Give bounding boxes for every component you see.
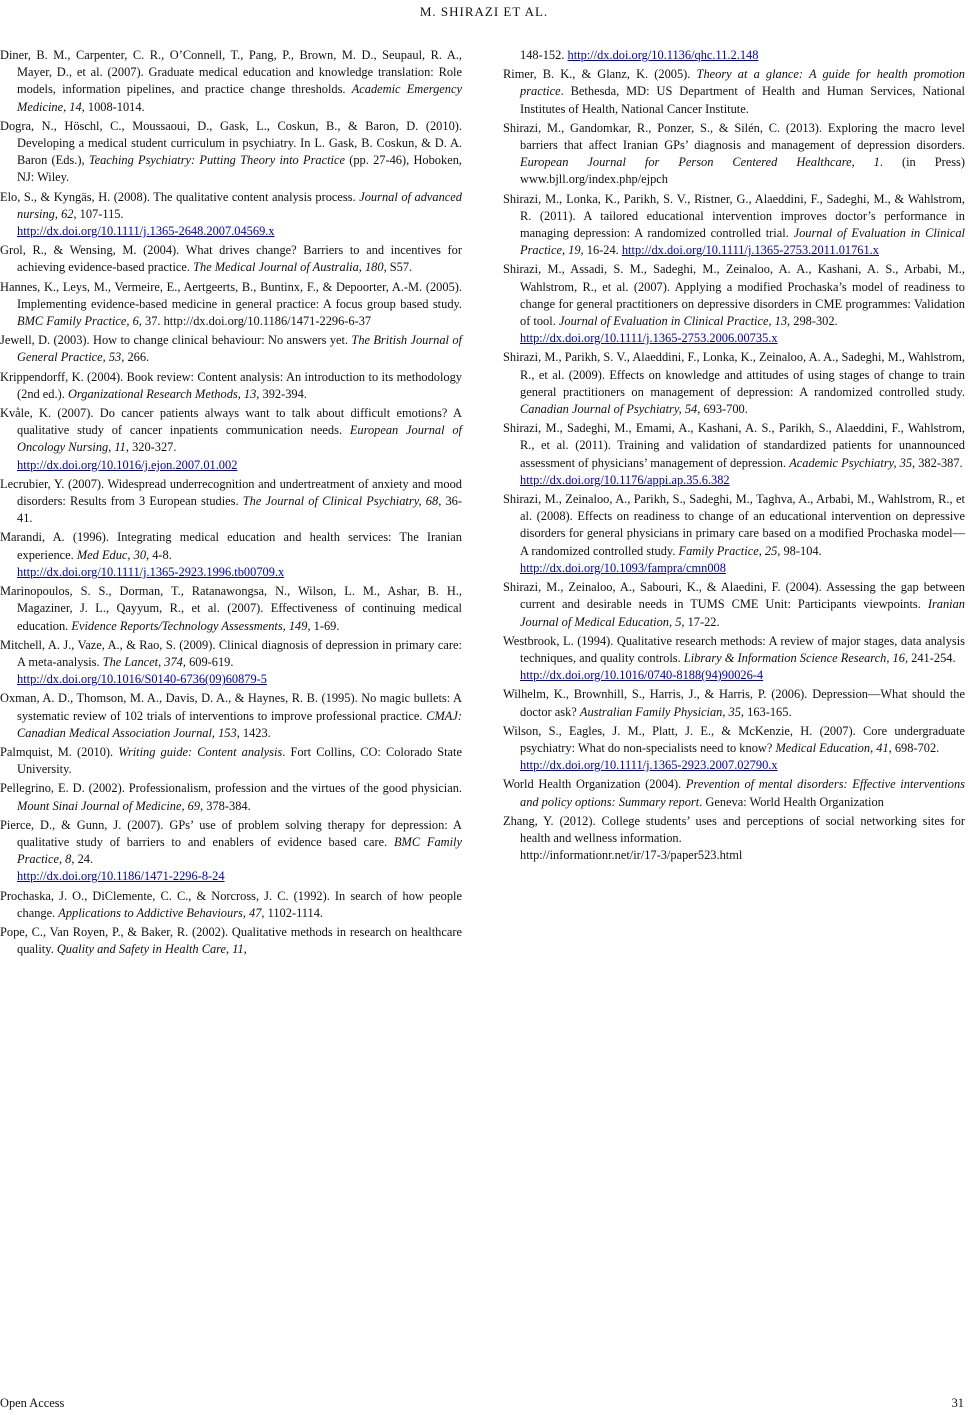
reference-text: Pellegrino, E. D. (2002). Professionalism, profession and the virtues of the good physician.: [0, 781, 462, 796]
reference-pages: 36-41.: [17, 494, 463, 526]
reference-text: Mitchell, A. J., Vaze, A., & Rao, S. (2009). Clinical diagnosis of depression in primary care: A meta-analysis.: [0, 637, 462, 669]
reference-journal: BMC Family Practice, 6,: [17, 314, 142, 329]
reference-text: 148-152.: [520, 48, 568, 62]
reference-journal: Australian Family Physician, 35,: [579, 704, 745, 719]
reference-entry: [503, 66, 965, 118]
reference-text: Marinopoulos, S. S., Dorman, T., Ratanawongsa, N., Wilson, L. M., Ashar, B. H., Magaziner, J. L., Qayyum, R., et al. (2007). Effectiveness of continuing medical education.: [0, 584, 462, 633]
reference-pages: . Fort Collins, CO: Colorado State University.: [17, 744, 462, 777]
reference-entry: [503, 120, 965, 189]
reference-entry: [503, 686, 965, 720]
reference-journal: Theory at a glance: A guide for health promotion practice: [520, 67, 965, 99]
reference-entry: [503, 349, 965, 418]
reference-pages: 609-619.: [185, 654, 234, 669]
reference-entry: [0, 637, 462, 689]
reference-journal: Journal of Evaluation in Clinical Practice, 13,: [558, 314, 791, 329]
reference-journal: Medical Education, 41,: [775, 740, 892, 755]
reference-entry: [0, 242, 462, 276]
reference-journal: Academic Emergency Medicine, 14,: [17, 82, 462, 114]
reference-journal: The British Journal of General Practice, 53,: [17, 333, 462, 365]
doi-link[interactable]: http://dx.doi.org/10.1136/qhc.11.2.148: [567, 48, 759, 62]
reference-entry: [503, 491, 965, 577]
reference-pages: 1423.: [239, 725, 271, 740]
reference-entry: [503, 420, 965, 489]
reference-pages: 1-69.: [310, 618, 340, 633]
reference-text: Shirazi, M., Zeinaloo, A., Sabouri, K., & Alaedini, F. (2004). Assessing the gap between current and desirable needs in TUMS CME Unit: Participants viewpoints.: [503, 580, 965, 612]
reference-journal: Quality and Safety in Health Care, 11,: [56, 942, 247, 957]
reference-text: Pope, C., Van Royen, P., & Baker, R. (2002). Qualitative methods in research on healthcare quality.: [0, 924, 462, 957]
reference-text: Rimer, B. K., & Glanz, K. (2005).: [503, 67, 697, 82]
reference-journal: The Lancet, 374,: [102, 654, 186, 669]
doi-link[interactable]: http://dx.doi.org/10.1111/j.1365-2648.2007.04569.x: [17, 224, 275, 239]
reference-text: Jewell, D. (2003). How to change clinical behaviour: No answers yet.: [0, 333, 352, 348]
reference-pages: 1008-1014.: [84, 99, 145, 114]
reference-entry: [503, 813, 965, 865]
reference-journal: European Journal for Person Centered Healthcare, 1: [520, 155, 880, 170]
reference-journal: Evidence Reports/Technology Assessments, 149,: [71, 618, 311, 633]
reference-pages: 24.: [74, 852, 94, 867]
reference-text: Shirazi, M., Sadeghi, M., Emami, A., Kashani, A. S., Parikh, S., Alaeddini, F., Wahlstrom, R., et al. (2011). Training and validation of standardized patients for unannounced assessment of physicians’ management of depression.: [503, 421, 965, 470]
reference-entry: [0, 369, 462, 403]
reference-journal: Teaching Psychiatry: Putting Theory into Practice: [88, 153, 345, 168]
reference-text: World Health Organization (2004).: [503, 777, 686, 792]
reference-journal: Organizational Research Methods, 13,: [67, 386, 260, 401]
reference-text: Palmquist, M. (2010).: [0, 744, 119, 759]
reference-pages: 698-702.: [891, 740, 940, 755]
reference-journal: Mount Sinai Journal of Medicine, 69,: [17, 798, 204, 813]
reference-entry: [503, 191, 965, 260]
doi-link[interactable]: http://dx.doi.org/10.1186/1471-2296-8-24: [17, 869, 225, 884]
reference-pages: 1102-1114.: [264, 905, 324, 920]
reference-text: Diner, B. M., Carpenter, C. R., O’Connell, T., Pang, P., Brown, M. D., Seupaul, R. A., Mayer, D., et al. (2007). Graduate medical education and knowledge translation: Role models, information pipelines, and practice change thresholds.: [0, 48, 462, 97]
reference-journal: Applications to Addictive Behaviours, 47,: [58, 905, 265, 920]
reference-pages: 98-104.: [780, 543, 822, 558]
reference-entry: [0, 529, 462, 581]
reference-text: Krippendorff, K. (2004). Book review: Content analysis: An introduction to its methodology (2nd ed.).: [0, 369, 462, 401]
reference-text: Shirazi, M., Gandomkar, R., Ponzer, S., & Silén, C. (2013). Exploring the macro level barriers that affect Iranian GPs’ diagnosis and management of depression disorders.: [503, 120, 965, 153]
reference-entry: [0, 744, 462, 778]
doi-link[interactable]: http://dx.doi.org/10.1016/0740-8188(94)90026-4: [520, 668, 764, 683]
doi-link[interactable]: http://dx.doi.org/10.1176/appi.ap.35.6.382: [520, 472, 730, 487]
reference-journal: Journal of advanced nursing, 62,: [17, 189, 462, 221]
reference-entry: [503, 261, 965, 347]
reference-entry: [0, 924, 462, 958]
reference-entry: [0, 332, 462, 366]
doi-link[interactable]: http://dx.doi.org/10.1016/S0140-6736(09)60879-5: [17, 672, 267, 687]
reference-journal: Iranian Journal of Medical Education, 5,: [520, 597, 965, 629]
doi-link[interactable]: http://dx.doi.org/10.1111/j.1365-2923.1996.tb00709.x: [17, 564, 285, 579]
page-number: 31: [951, 1396, 964, 1410]
reference-entry: [0, 690, 462, 742]
reference-text: Hannes, K., Leys, M., Vermeire, E., Aertgeerts, B., Buntinx, F., & Depoorter, A.-M. (2005). Implementing evidence-based medicine in general practice: A focus group based study.: [0, 279, 462, 311]
reference-text: Elo, S., & Kyngäs, H. (2008). The qualitative content analysis process.: [0, 189, 360, 204]
reference-text: Pierce, D., & Gunn, J. (2007). GPs’ use of problem solving therapy for depression: A qualitative study of barriers to and enablers of evidence based care.: [0, 817, 462, 849]
reference-pages: 320-327.: [128, 440, 177, 455]
reference-journal: BMC Family Practice, 8,: [17, 834, 462, 867]
reference-journal: The Journal of Clinical Psychiatry, 68,: [242, 494, 442, 509]
reference-entry: [503, 579, 965, 631]
reference-text: Zhang, Y. (2012). College students’ uses and perceptions of social networking sites for health and wellness information.: [503, 813, 965, 845]
reference-text: Grol, R., & Wensing, M. (2004). What drives change? Barriers to and incentives for achieving evidence-based practice.: [0, 243, 462, 275]
reference-text: Westbrook, L. (1994). Qualitative research methods: A review of major stages, data analysis techniques, and quality controls.: [503, 633, 965, 665]
reference-journal: Canadian Journal of Psychiatry, 54,: [520, 402, 701, 417]
reference-entry: [0, 189, 462, 241]
reference-text: Wilson, S., Eagles, J. M., Platt, J. E., & McKenzie, H. (2007). Core undergraduate psychiatry: What do non-specialists need to know?: [503, 723, 965, 755]
doi-link[interactable]: http://dx.doi.org/10.1093/fampra/cmn008: [520, 560, 726, 575]
running-header: M. SHIRAZI ET AL.: [419, 4, 549, 19]
reference-text: Kvåle, K. (2007). Do cancer patients always want to talk about difficult emotions? A qualitative study of cancer inpatients communication needs.: [0, 406, 462, 438]
reference-pages: 4-8.: [149, 547, 172, 562]
reference-entry: [0, 817, 462, 886]
reference-journal: Prevention of mental disorders: Effective interventions and policy options: Summary report: [520, 777, 965, 809]
reference-text: Shirazi, M., Zeinaloo, A., Parikh, S., Sadeghi, M., Taghva, A., Arbabi, M., Wahlstrom, R., et al. (2008). Effects on readiness to change of an educational intervention on depressive disorders for general physicians in primary care based on a modified Prochaska model—A randomized controlled study.: [503, 492, 965, 558]
reference-entry: [0, 405, 462, 474]
reference-journal: Writing guide: Content analysis: [118, 744, 283, 759]
reference-entry: [503, 633, 965, 685]
reference-journal: Journal of Evaluation in Clinical Practice, 19,: [520, 226, 966, 258]
doi-link[interactable]: http://dx.doi.org/10.1111/j.1365-2753.2011.01761.x: [621, 243, 879, 258]
reference-text: Marandi, A. (1996). Integrating medical education and health services: The Iranian experience.: [0, 530, 462, 562]
reference-entry: [0, 583, 462, 635]
doi-link[interactable]: http://informationr.net/ir/17-3/paper523.html: [520, 848, 743, 863]
doi-link[interactable]: http://dx.doi.org/10.1111/j.1365-2753.2006.00735.x: [520, 331, 778, 346]
reference-text: Wilhelm, K., Brownhill, S., Harris, J., & Harris, P. (2006). Depression—What should the doctor ask?: [503, 687, 965, 719]
reference-pages: . Geneva: World Health Organization: [699, 794, 884, 809]
reference-pages: 107-115.: [76, 206, 124, 221]
doi-link[interactable]: http://dx.doi.org/10.1016/j.ejon.2007.01.002: [17, 457, 238, 472]
reference-pages: 241-254.: [908, 650, 956, 665]
footer-open-access: Open Access: [0, 1396, 65, 1410]
reference-pages: . (in Press) www.bjll.org/index.php/ejpch: [520, 155, 965, 187]
reference-text: Oxman, A. D., Thomson, M. A., Davis, D. A., & Haynes, R. B. (1995). No magic bullets: A systematic review of 102 trials of interventions to improve professional practice.: [0, 691, 462, 723]
reference-journal: CMAJ: Canadian Medical Association Journal, 153,: [17, 708, 462, 740]
reference-journal: Library & Information Science Research, 16,: [683, 650, 909, 665]
reference-pages: S57.: [386, 260, 413, 275]
reference-entry: [503, 776, 965, 810]
reference-journal: The Medical Journal of Australia, 180,: [193, 260, 387, 275]
reference-entry: [0, 47, 462, 116]
reference-journal: Family Practice, 25,: [678, 543, 781, 558]
reference-text: Shirazi, M., Lonka, K., Parikh, S. V., Ristner, G., Alaeddini, F., Sadeghi, M., & Wahlstrom, R. (2011). A tailored educational intervention improves doctor’s performance in managing depression: A randomized controlled trial.: [503, 191, 965, 241]
reference-pages: 378-384.: [203, 798, 251, 813]
reference-pages: 298-302.: [790, 314, 838, 329]
reference-entry: [0, 888, 462, 922]
reference-pages: 163-165.: [744, 704, 792, 719]
reference-text: Shirazi, M., Assadi, S. M., Sadeghi, M., Zeinaloo, A. A., Kashani, A. S., Arbabi, M., Wahlstrom, R., et al. (2007). Applying a modified Prochaska’s model of readiness to change for general practitioners on depressive disorders in CME programmes: Validation of tool.: [503, 262, 965, 329]
references-right-column: [503, 47, 965, 866]
reference-pages: 382-387.: [915, 455, 963, 470]
reference-pages: 392-394.: [259, 386, 307, 401]
reference-pages: 17-22.: [684, 614, 720, 629]
reference-text: Lecrubier, Y. (2007). Widespread underrecognition and undertreatment of anxiety and mood disorders: Results from 3 European studies.: [0, 476, 462, 509]
reference-text: Dogra, N., Höschl, C., Moussaoui, D., Gask, L., Coskun, B., & Baron, D. (2010). Developing a medical student curriculum in psychiatry. In L. Gask, B. Coskun, & D. A. Baron (Eds.),: [0, 118, 462, 168]
reference-entry: [0, 476, 462, 528]
reference-journal: Med Educ, 30,: [76, 547, 150, 562]
reference-entry: [0, 780, 462, 814]
reference-pages: . Bethesda, MD: US Department of Health and Human Services, National Institutes of Health, National Cancer Institute.: [520, 84, 965, 116]
reference-entry: [503, 47, 965, 64]
references-left-column: [0, 47, 462, 960]
reference-journal: Academic Psychiatry, 35,: [789, 455, 916, 470]
reference-journal: European Journal of Oncology Nursing, 11,: [17, 423, 462, 455]
reference-text: Prochaska, J. O., DiClemente, C. C., & Norcross, J. C. (1992). In search of how people change.: [0, 888, 462, 920]
reference-pages: 693-700.: [700, 402, 748, 417]
reference-pages: 37. http://dx.doi.org/10.1186/1471-2296-6-37: [141, 314, 372, 329]
doi-link[interactable]: http://dx.doi.org/10.1111/j.1365-2923.2007.02790.x: [520, 758, 778, 773]
reference-pages: 266.: [124, 350, 150, 365]
reference-text: Shirazi, M., Parikh, S. V., Alaeddini, F., Lonka, K., Zeinaloo, A. A., Sadeghi, M., Wahlstrom, R., et al. (2009). Effects on knowledge and attitudes of using stages of change to train general practitioners on management of depression: A randomized controlled study.: [503, 350, 965, 399]
reference-entry: [0, 118, 462, 187]
reference-entry: [503, 723, 965, 775]
reference-pages: 16-24.: [583, 243, 622, 258]
reference-entry: [0, 279, 462, 331]
reference-pages: (pp. 27-46), Hoboken, NJ: Wiley.: [17, 153, 462, 185]
